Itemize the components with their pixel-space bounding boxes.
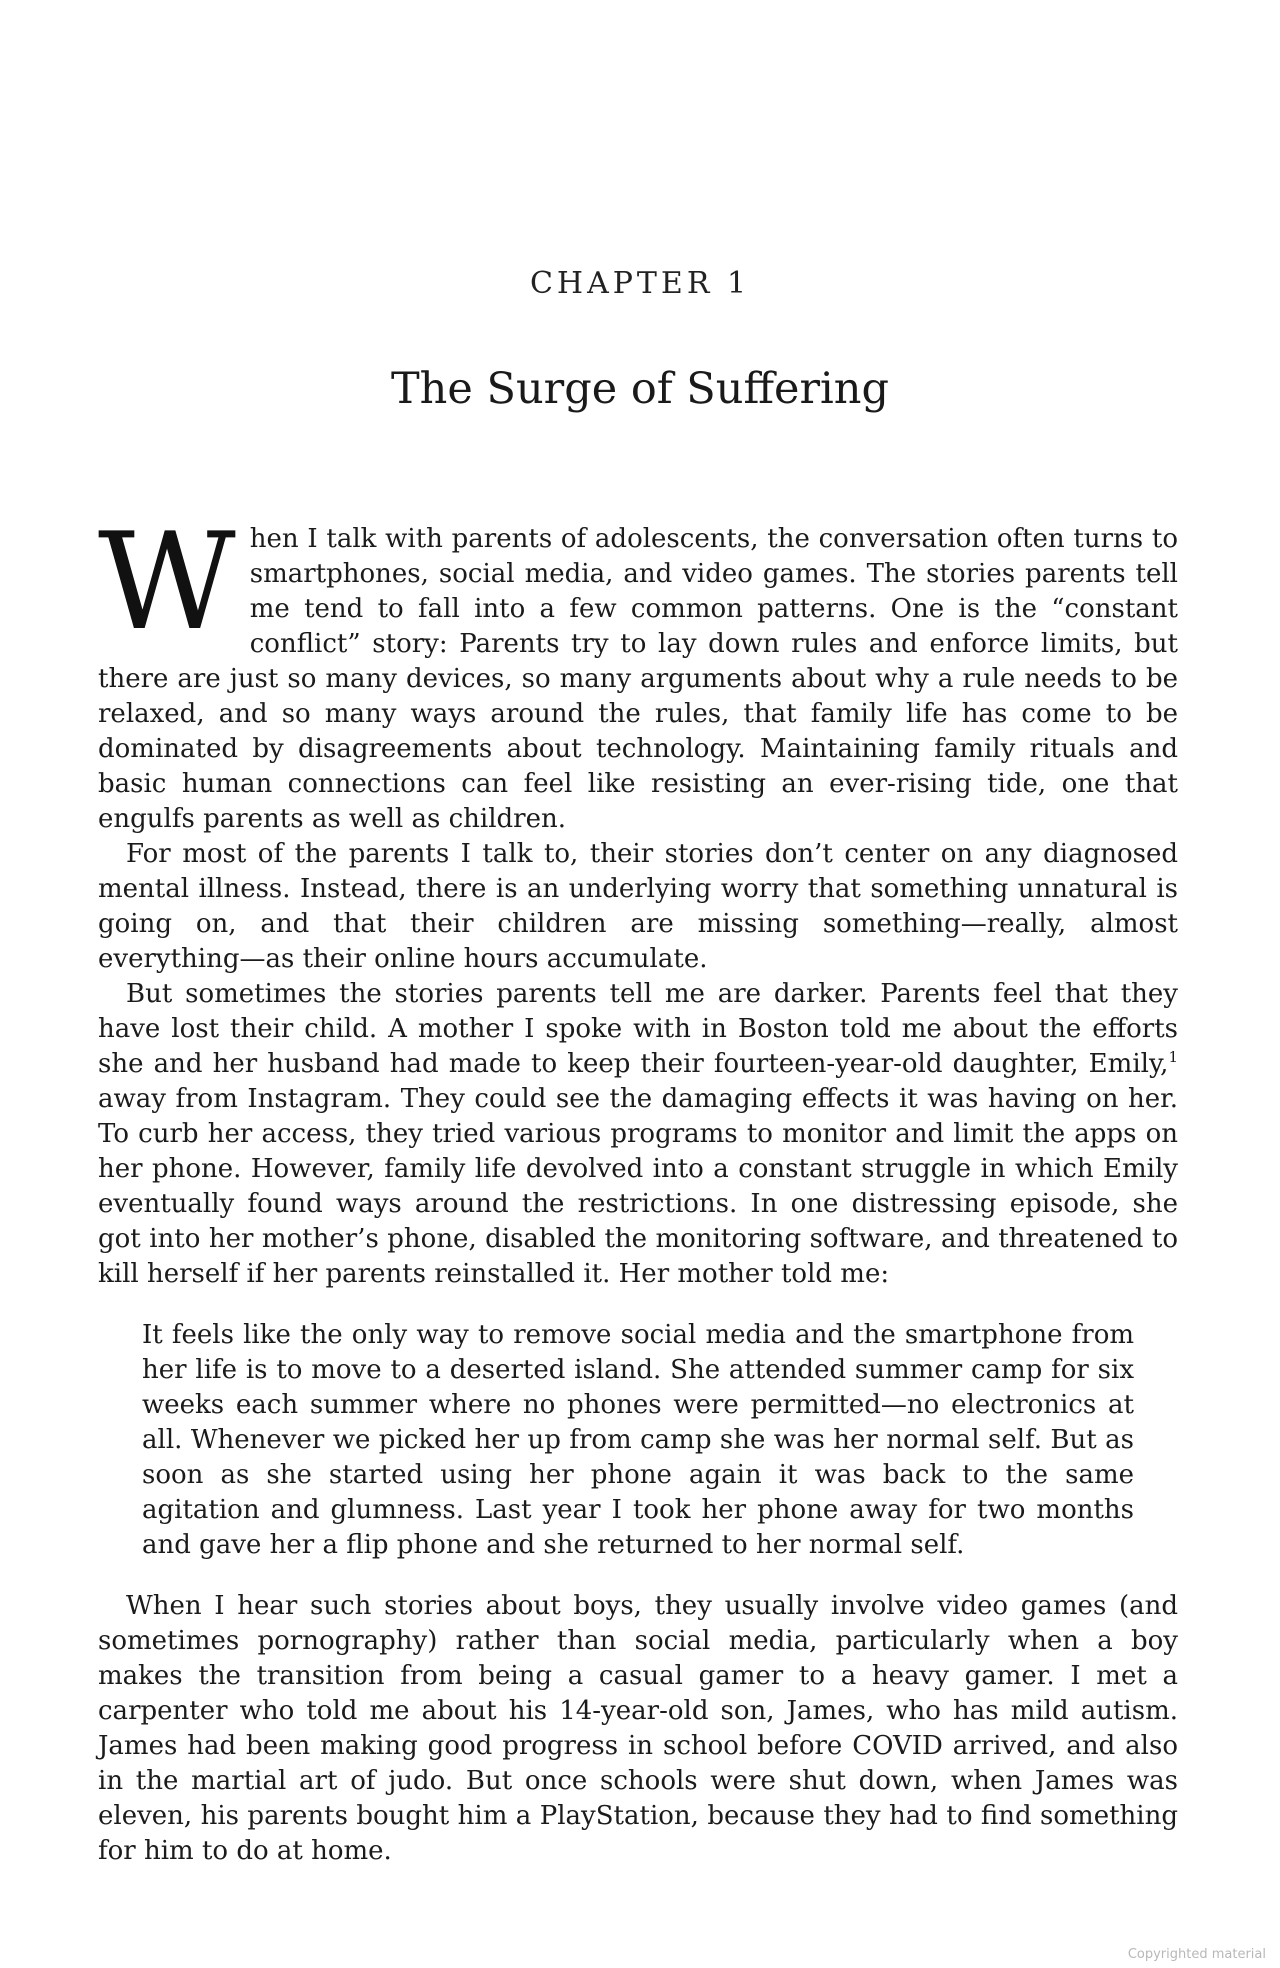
paragraph-4: When I hear such stories about boys, they usually involve video games (and sometimes pornography) rather than social media, particularly when a boy makes the transition from being a casual gamer to a heavy gamer. I met a carpenter who told me about his 14-year-old son, James, who has mild autism. James had been making good progress in school before COVID arrived, and also in the martial art of judo. But once schools were shut down, when James was eleven, his parents bought him a PlayStation, because they had to find something for him to do at home. [98,1591,1178,1866]
block-quote: It feels like the only way to remove social media and the smartphone from her life is to move to a deserted island. She attended summer camp for six weeks each summer where no phones were permitted—no electronics at all. Whenever we picked her up from camp she was her normal self. But as soon as she started using her phone again it was back to the same agitation and glumness. Last year I took her phone away for two months and gave her a flip phone and she returned to her normal self. [142,1320,1134,1560]
chapter-body [98,504,1178,1869]
paragraph-3-text-a: But sometimes the stories parents tell me are darker. Parents feel that they have lost their child. A mother I spoke with in Boston told me about the efforts she and her husband had made to keep their fourteen-year-old daughter, Emily, [98,979,1178,1079]
paragraph-2: For most of the parents I talk to, their stories don’t center on any diagnosed mental illness. Instead, there is an underlying worry that something unnatural is going on, and that their children are missing something—really, almost everything—as their online hours accumulate. [98,839,1178,974]
paragraph-3-text-b: away from Instagram. They could see the damaging effects it was having on her. To curb her access, they tried various programs to monitor and limit the apps on her phone. However, family life devolved into a constant struggle in which Emily eventually found ways around the restrictions. In one distressing episode, she got into her mother’s phone, disabled the monitoring software, and threatened to kill herself if her parents reinstalled it. Her mother told me: [98,1084,1178,1289]
paragraph-1-text: hen I talk with parents of adolescents, the conversation often turns to smartphones, social media, and video games. The stories parents tell me tend to fall into a few common patterns. One is the “constant conflict” story: Parents try to lay down rules and enforce limits, but there are just so many devices, so many arguments about why a rule needs to be relaxed, and so many ways around the rules, that family life has come to be dominated by disagreements about technology. Maintaining family rituals and basic human connections can feel like resisting an ever-rising tide, one that engulfs parents as well as children. [98,524,1178,834]
chapter-label: CHAPTER 1 [529,266,751,301]
paragraph-3 [98,977,1178,1292]
copyright-watermark: Copyrighted material [1127,1947,1266,1962]
paragraph-1 [98,504,1178,837]
chapter-title: The Surge of Suffering [391,364,889,414]
drop-cap: W [98,504,236,660]
footnote-marker[interactable]: 1 [1168,1048,1178,1066]
